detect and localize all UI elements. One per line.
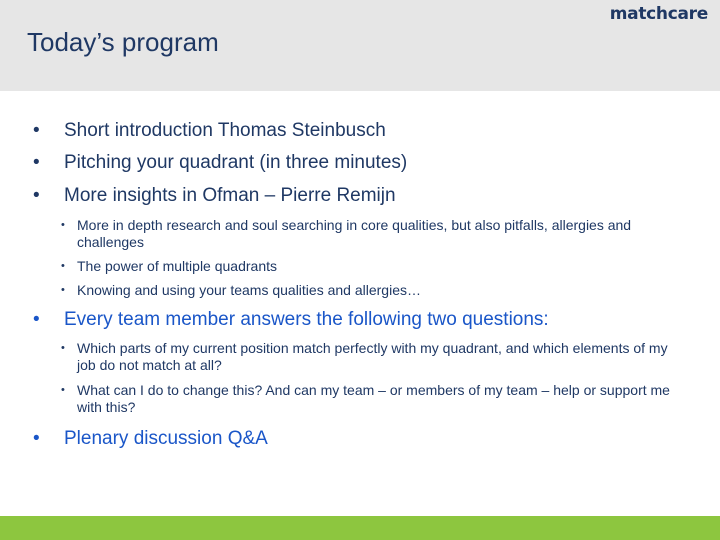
bullet-icon: • [61, 284, 65, 296]
sub-list-item [61, 258, 681, 275]
list-item-text: Plenary discussion Q&A [64, 428, 268, 449]
bullet-icon: • [33, 428, 40, 449]
sub-list-item-text: Knowing and using your teams qualities and allergies… [77, 282, 421, 298]
list-item-text: More insights in Ofman – Pierre Remijn [64, 185, 396, 206]
sub-list-item [61, 340, 681, 374]
list-item-text: Short introduction Thomas Steinbusch [64, 120, 386, 141]
page-title: Today’s program [27, 27, 219, 57]
sub-list-item-text: Which parts of my current position match perfectly with my quadrant, and which elements of my job do not match at all? [77, 340, 668, 373]
bullet-icon: • [61, 384, 65, 396]
bullet-icon: • [33, 309, 40, 330]
sub-list-item-text: The power of multiple quadrants [77, 258, 277, 274]
bullet-icon: • [33, 185, 40, 206]
matchcare-logo: matchcare [609, 4, 708, 24]
list-item-text: Pitching your quadrant (in three minutes) [64, 152, 408, 173]
sub-list-item [61, 382, 681, 416]
footer-bar [0, 516, 720, 540]
header-bar [0, 0, 720, 91]
bullet-icon: • [61, 342, 65, 354]
sub-list-item [61, 282, 681, 299]
bullet-icon: • [33, 152, 40, 173]
sub-list-item-text: More in depth research and soul searching in core qualities, but also pitfalls, allergies and challenges [77, 217, 632, 250]
sub-list-item [61, 217, 681, 251]
bullet-icon: • [33, 120, 40, 141]
bullet-icon: • [61, 219, 65, 231]
bullet-icon: • [61, 260, 65, 272]
list-item-text: Every team member answers the following two questions: [64, 309, 549, 330]
sub-list-item-text: What can I do to change this? And can my team – or members of my team – help or support me with this? [77, 382, 670, 415]
